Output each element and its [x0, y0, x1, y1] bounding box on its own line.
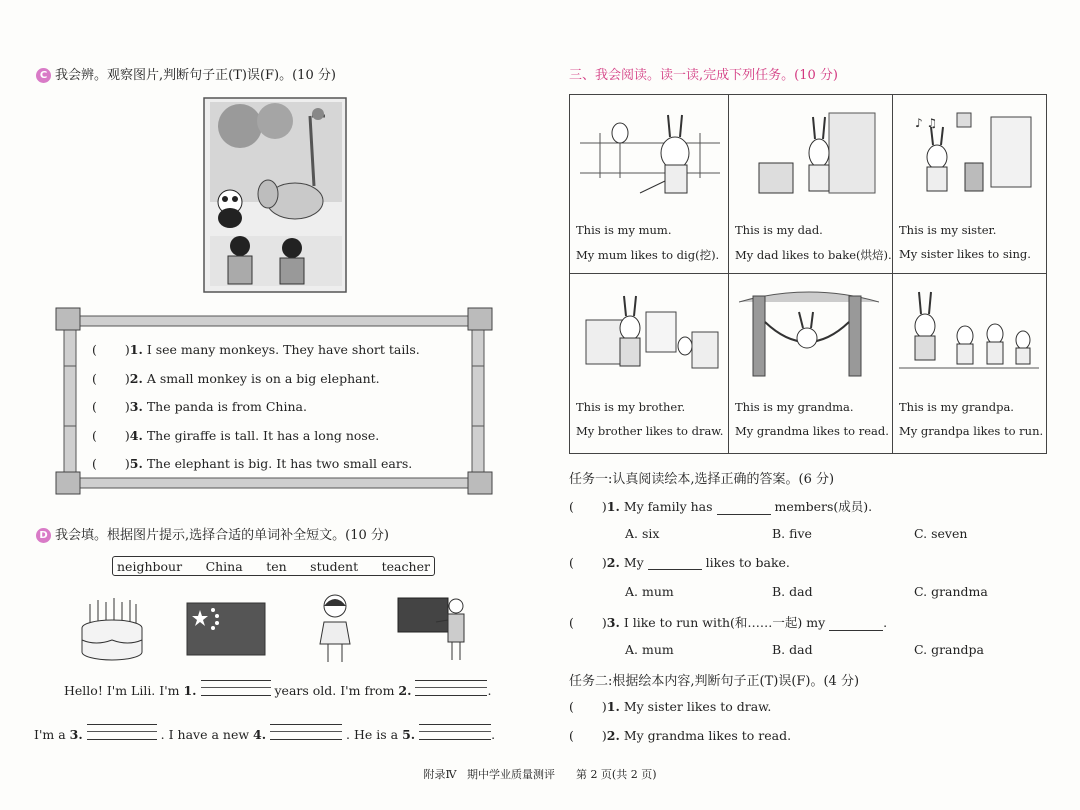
panel-brother: This is my brother. My brother likes to draw. [569, 273, 729, 454]
answer-blank[interactable] [829, 630, 883, 631]
option-c: C. grandpa [914, 642, 985, 657]
answer-blank-2[interactable] [415, 678, 487, 698]
panel-grandma: This is my grandma. My grandma likes to read. [728, 273, 893, 454]
rabbits-running-icon [899, 282, 1039, 382]
option-a: A. mum [625, 584, 674, 599]
section-d-title: D 我会填。根据图片提示,选择合适的单词补全短文。(10 分) [36, 524, 389, 543]
rabbit-sister-singing-icon [903, 103, 1038, 203]
option-b: B. five [772, 526, 812, 541]
panel-sister: ♪ ♫ This is my sister. My sister likes to sing. [892, 94, 1047, 274]
option-b: B. dad [772, 584, 813, 599]
option-a: A. mum [625, 642, 674, 657]
section-c-badge: C [36, 68, 51, 83]
list-item: ( )4. The giraffe is tall. It has a long nose. [92, 427, 380, 443]
passage-line-2: I'm a 3. . I have a new 4. . He is a 5. . [34, 722, 495, 742]
word-bank: neighbour China ten student teacher [112, 556, 435, 576]
option-a: A. six [625, 526, 660, 541]
list-item: ( )3. The panda is from China. [92, 399, 307, 414]
task1-question-2: ( )2. My likes to bake. [569, 555, 790, 570]
picture-book [569, 94, 1047, 454]
task2-question-2: ( )2. My grandma likes to read. [569, 728, 792, 743]
answer-blank-4[interactable] [270, 722, 342, 742]
rabbit-brother-drawing-icon [580, 282, 720, 382]
task1-question-1: ( )1. My family has members(成员). [569, 499, 873, 514]
list-item: ( )1. I see many monkeys. They have short tails. [92, 342, 420, 357]
section-c-list [92, 342, 420, 485]
list-item: ( )5. The elephant is big. It has two small ears. [92, 456, 413, 471]
task-1-title: 任务一:认真阅读绘本,选择正确的答案。(6 分) [569, 472, 835, 487]
girl-student-icon [310, 592, 360, 666]
panel-mum: This is my mum. My mum likes to dig(挖). [569, 94, 729, 274]
rabbit-mum-digging-icon [580, 103, 720, 203]
zoo-illustration [200, 96, 350, 296]
panel-grandpa: This is my grandpa. My grandpa likes to run. [892, 273, 1047, 454]
option-b: B. dad [772, 642, 813, 657]
task-2-title: 任务二:根据绘本内容,判断句子正(T)误(F)。(4 分) [569, 674, 860, 689]
list-item: ( )2. A small monkey is on a big elephant. [92, 370, 380, 386]
option-c: C. grandma [914, 584, 988, 599]
page-footer: 附录Ⅳ 期中学业质量测评 第 2 页(共 2 页) [423, 768, 657, 781]
answer-blank-5[interactable] [419, 722, 491, 742]
answer-blank[interactable] [648, 569, 702, 570]
section-c-title: C 我会辨。观察图片,判断句子正(T)误(F)。(10 分) [36, 64, 336, 83]
answer-blank[interactable] [717, 514, 771, 515]
answer-blank-3[interactable] [87, 722, 157, 742]
task1-question-3: ( )3. I like to run with(和……一起) my . [569, 615, 888, 630]
china-flag-icon [186, 602, 266, 656]
rabbit-grandma-reading-icon [739, 282, 879, 382]
panel-dad: This is my dad. My dad likes to bake(烘焙). [728, 94, 893, 274]
teacher-blackboard-icon [396, 596, 472, 664]
option-c: C. seven [914, 526, 968, 541]
section-d-badge: D [36, 528, 51, 543]
section-3-title: 三、我会阅读。读一读,完成下列任务。(10 分) [569, 68, 838, 83]
rabbit-dad-baking-icon [739, 103, 879, 203]
birthday-cake-icon [76, 596, 148, 664]
task2-question-1: ( )1. My sister likes to draw. [569, 699, 772, 714]
passage-line-1: Hello! I'm Lili. I'm 1. years old. I'm from 2. . [64, 678, 491, 698]
answer-blank-1[interactable] [201, 678, 271, 698]
svg-text:♪ ♫: ♪ ♫ [915, 116, 938, 130]
